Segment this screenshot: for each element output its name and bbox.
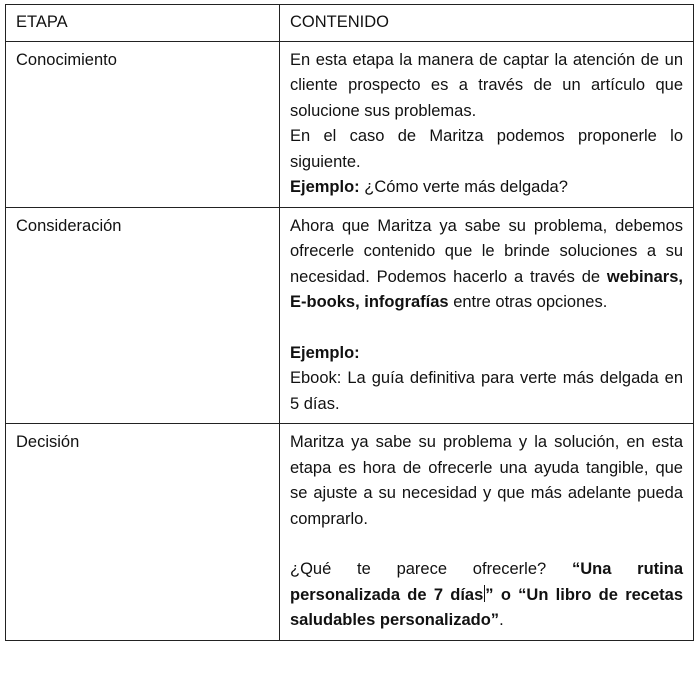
stage-cell: Conocimiento [6,41,280,207]
content-cell [280,41,694,207]
offer-bold: ” o “Un libro de recetas saludables personalizado” [290,585,684,629]
question-text: ¿Qué te parece ofrecerle? [290,560,572,578]
paragraph: Maritza ya sabe su problema y la solución, en esta etapa es hora de ofrecerle una ayuda tangible, que se ajuste a su necesidad y que más adelante pueda comprarlo. [290,433,683,528]
example-label-text: Ejemplo: [290,343,360,362]
paragraph-text: Ahora que Maritza ya sabe su problema, debemos ofrecerle contenido que le brinde soluciones a su necesidad. Podemos hacerlo a través de [290,216,683,286]
stages-table [5,4,694,641]
paragraph-text: entre otras opciones. [448,293,608,311]
stage-cell: Consideración [6,207,280,424]
question-end: . [499,611,504,629]
stage-cell: Decisión [6,424,280,641]
table-row [6,207,694,424]
offer-bold: “Una rutina personalizada de 7 días [290,560,684,604]
example-text: Ebook: La guía definitiva para verte más delgada en 5 días. [290,369,683,413]
example [290,175,683,201]
content-cell [280,424,694,641]
paragraph: En el caso de Maritza podemos proponerle lo siguiente. [290,127,683,171]
example-label [290,341,683,367]
header-stage: ETAPA [6,5,280,42]
table-row [6,424,694,641]
formats-bold: webinars, E-books, infografías [290,267,683,311]
question[interactable] [290,557,683,634]
header-content: CONTENIDO [280,5,694,42]
table-header-row [6,5,694,42]
example-label: Ejemplo: [290,178,360,196]
table-row [6,41,694,207]
content-cell [280,207,694,424]
paragraph [290,214,683,316]
example-text: ¿Cómo verte más delgada? [359,178,568,196]
paragraph: En esta etapa la manera de captar la atención de un cliente prospecto es a través de un artículo que solucione sus problemas. [290,50,683,120]
